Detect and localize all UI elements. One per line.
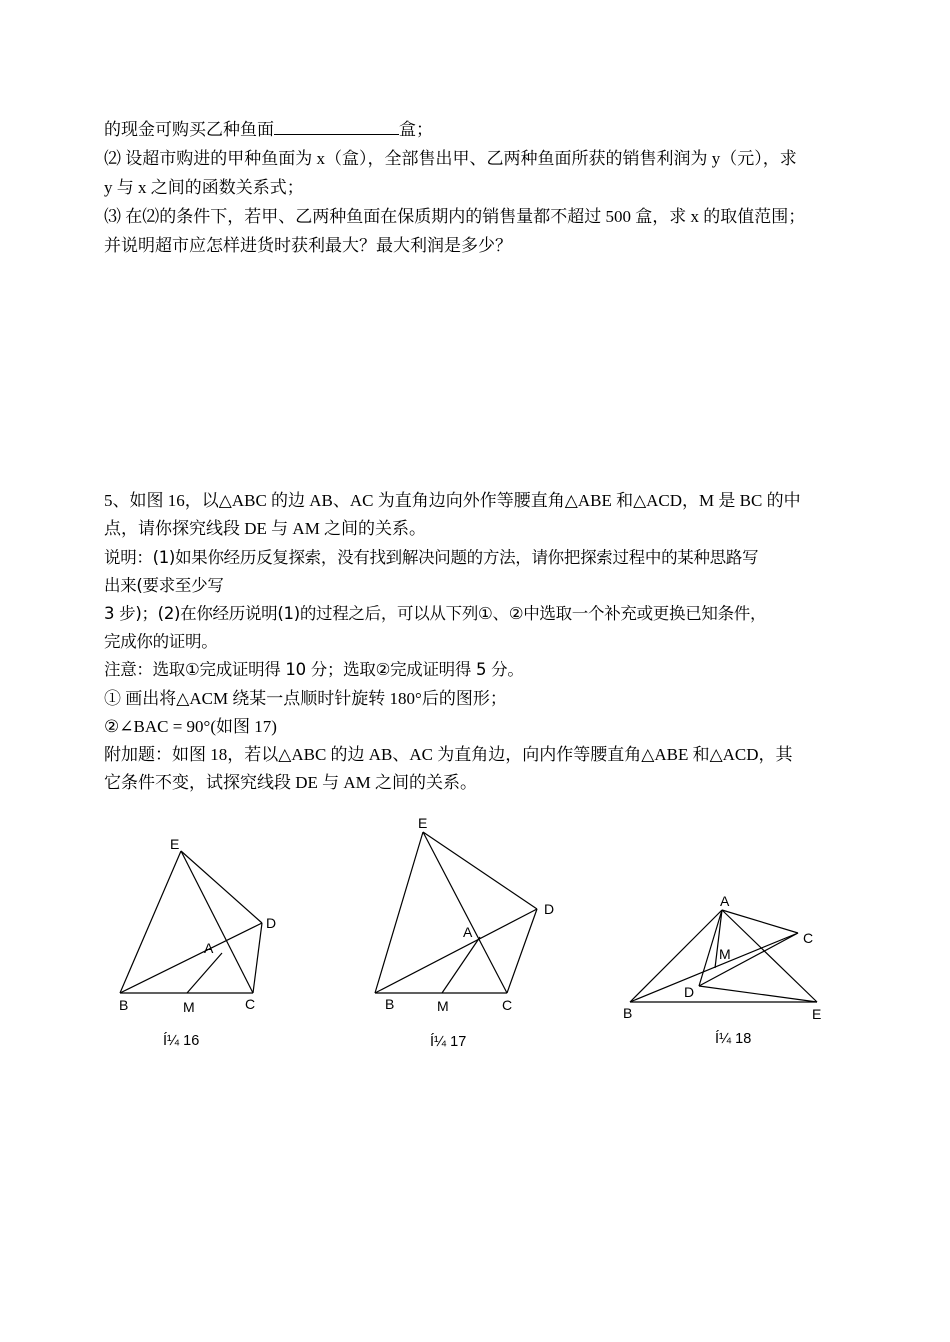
segment-EC (423, 832, 507, 993)
segment-DC (253, 923, 262, 993)
segment-DE (699, 986, 817, 1002)
note-line: 注意：选取①完成证明得 10 分；选取②完成证明得 5 分。 (104, 660, 524, 679)
segment-AM (442, 937, 480, 993)
segment-ED (181, 851, 262, 923)
point-label-C: C (502, 997, 513, 1013)
point-label-C: C (803, 930, 814, 946)
figure-16-caption: Í¼ 16 (163, 1033, 200, 1049)
point-label-B: B (119, 997, 129, 1013)
segment-EB (375, 832, 423, 993)
segment-ED (423, 832, 537, 909)
segment-DC (699, 933, 798, 986)
instruction-line: 出来(要求至少写 (104, 576, 224, 595)
problem-5-statement-cont: 点，请你探究线段 DE 与 AM 之间的关系。 (104, 519, 427, 538)
bonus-question-cont: 它条件不变，试探究线段 DE 与 AM 之间的关系。 (104, 773, 478, 792)
point-label-B: B (385, 996, 395, 1012)
point-label-D: D (544, 901, 555, 917)
text-line: ⑵ 设超市购进的甲种鱼面为 x（盒），全部售出甲、乙两种鱼面所获的销售利润为 y（元），求 (104, 149, 797, 168)
text-line: ⑶ 在⑵的条件下，若甲、乙两种鱼面在保质期内的销售量都不超过 500 盒，求 x 的取值范围； (104, 207, 806, 226)
segment-AM (187, 953, 222, 993)
point-label-M: M (719, 946, 731, 962)
figure-17-caption: Í¼ 17 (430, 1034, 467, 1050)
segment-BC (630, 933, 798, 1002)
point-label-D: D (684, 984, 695, 1000)
point-label-D: D (266, 915, 277, 931)
option-1: ① 画出将△ACM 绕某一点顺时针旋转 180°后的图形； (104, 689, 507, 708)
segment-EB (120, 851, 181, 993)
point-label-E: E (418, 815, 428, 831)
figure-18-caption: Í¼ 18 (715, 1031, 752, 1047)
point-label-M: M (183, 999, 195, 1015)
point-label-E: E (812, 1006, 822, 1022)
point-label-B: B (623, 1005, 633, 1021)
point-label-A: A (720, 893, 730, 909)
instruction-line: 说明：(1)如果你经历反复探索，没有找到解决问题的方法，请你把探索过程中的某种思路写 (104, 548, 759, 567)
segment-EC (181, 851, 253, 993)
bonus-question: 附加题：如图 18，若以△ABC 的边 AB、AC 为直角边，向内作等腰直角△ABE 和△ACD，其 (104, 745, 793, 764)
text-line: y 与 x 之间的函数关系式； (104, 178, 304, 197)
point-label-C: C (245, 996, 256, 1012)
text-line: 并说明超市应怎样进货时获利最大？最大利润是多少？ (104, 236, 512, 255)
point-label-M: M (437, 998, 449, 1014)
segment-BD (120, 923, 262, 993)
point-label-A: A (463, 924, 473, 940)
option-2: ②∠BAC = 90°(如图 17) (104, 717, 277, 736)
point-label-E: E (170, 836, 180, 852)
problem-5-statement: 5、如图 16，以△ABC 的边 AB、AC 为直角边向外作等腰直角△ABE 和△ACD，M 是 BC 的中 (104, 491, 801, 510)
instruction-line: 完成你的证明。 (104, 632, 218, 651)
segment-BD (375, 909, 537, 993)
text-segment: 的现金可购买乙种鱼面 (104, 120, 274, 139)
point-label-A: A (204, 940, 214, 956)
text-segment: 盒； (399, 120, 433, 139)
instruction-line: 3 步)；(2)在你经历说明(1)的过程之后，可以从下列①、②中选取一个补充或更换已知条件， (104, 604, 767, 623)
